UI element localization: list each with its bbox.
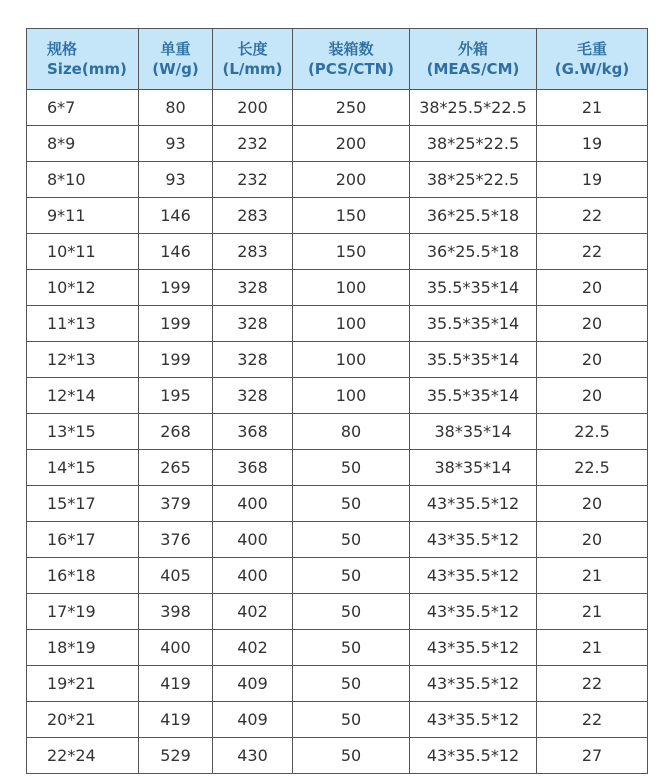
cell-pcs-per-carton: 50 bbox=[293, 522, 410, 558]
header-gross-weight-en: (G.W/kg) bbox=[554, 60, 630, 78]
cell-gross-weight: 27 bbox=[537, 738, 648, 774]
cell-length: 232 bbox=[213, 126, 293, 162]
cell-size: 10*11 bbox=[27, 234, 139, 270]
cell-length: 402 bbox=[213, 594, 293, 630]
cell-weight: 265 bbox=[139, 450, 213, 486]
cell-gross-weight: 21 bbox=[537, 558, 648, 594]
header-length-cn: 长度 bbox=[237, 40, 268, 58]
table-row bbox=[27, 486, 648, 522]
cell-weight: 529 bbox=[139, 738, 213, 774]
cell-weight: 400 bbox=[139, 630, 213, 666]
cell-size: 11*13 bbox=[27, 306, 139, 342]
cell-gross-weight: 21 bbox=[537, 630, 648, 666]
cell-length: 328 bbox=[213, 342, 293, 378]
cell-pcs-per-carton: 100 bbox=[293, 378, 410, 414]
cell-weight: 405 bbox=[139, 558, 213, 594]
cell-length: 400 bbox=[213, 486, 293, 522]
cell-pcs-per-carton: 50 bbox=[293, 630, 410, 666]
cell-length: 232 bbox=[213, 162, 293, 198]
header-size-cn: 规格 bbox=[47, 40, 78, 58]
header-size-en: Size(mm) bbox=[47, 60, 127, 78]
cell-length: 402 bbox=[213, 630, 293, 666]
cell-pcs-per-carton: 80 bbox=[293, 414, 410, 450]
cell-pcs-per-carton: 100 bbox=[293, 306, 410, 342]
cell-size: 12*14 bbox=[27, 378, 139, 414]
cell-gross-weight: 20 bbox=[537, 270, 648, 306]
cell-gross-weight: 20 bbox=[537, 522, 648, 558]
cell-length: 328 bbox=[213, 270, 293, 306]
cell-carton-measure: 43*35.5*12 bbox=[410, 486, 537, 522]
cell-gross-weight: 22 bbox=[537, 198, 648, 234]
cell-gross-weight: 22 bbox=[537, 702, 648, 738]
cell-gross-weight: 22.5 bbox=[537, 414, 648, 450]
cell-carton-measure: 43*35.5*12 bbox=[410, 666, 537, 702]
cell-carton-measure: 43*35.5*12 bbox=[410, 522, 537, 558]
cell-gross-weight: 20 bbox=[537, 306, 648, 342]
table-header bbox=[27, 29, 648, 90]
cell-weight: 419 bbox=[139, 702, 213, 738]
cell-weight: 419 bbox=[139, 666, 213, 702]
table-row bbox=[27, 378, 648, 414]
cell-pcs-per-carton: 50 bbox=[293, 666, 410, 702]
cell-length: 409 bbox=[213, 666, 293, 702]
cell-carton-measure: 35.5*35*14 bbox=[410, 342, 537, 378]
cell-carton-measure: 43*35.5*12 bbox=[410, 702, 537, 738]
table-row bbox=[27, 558, 648, 594]
cell-pcs-per-carton: 50 bbox=[293, 558, 410, 594]
cell-gross-weight: 21 bbox=[537, 594, 648, 630]
cell-size: 20*21 bbox=[27, 702, 139, 738]
cell-size: 9*11 bbox=[27, 198, 139, 234]
table-row bbox=[27, 594, 648, 630]
header-pcs-per-carton-cn: 装箱数 bbox=[328, 40, 374, 58]
table-row bbox=[27, 342, 648, 378]
header-row bbox=[27, 29, 648, 90]
cell-length: 200 bbox=[213, 90, 293, 126]
cell-carton-measure: 43*35.5*12 bbox=[410, 630, 537, 666]
cell-pcs-per-carton: 150 bbox=[293, 198, 410, 234]
cell-length: 328 bbox=[213, 378, 293, 414]
cell-weight: 146 bbox=[139, 234, 213, 270]
header-length bbox=[213, 29, 293, 90]
cell-pcs-per-carton: 150 bbox=[293, 234, 410, 270]
table-row bbox=[27, 90, 648, 126]
cell-size: 6*7 bbox=[27, 90, 139, 126]
table-row bbox=[27, 162, 648, 198]
cell-gross-weight: 22.5 bbox=[537, 450, 648, 486]
cell-weight: 199 bbox=[139, 306, 213, 342]
cell-weight: 268 bbox=[139, 414, 213, 450]
header-weight-cn: 单重 bbox=[160, 40, 191, 58]
header-weight bbox=[139, 29, 213, 90]
cell-weight: 199 bbox=[139, 342, 213, 378]
cell-size: 8*10 bbox=[27, 162, 139, 198]
cell-weight: 379 bbox=[139, 486, 213, 522]
cell-pcs-per-carton: 100 bbox=[293, 342, 410, 378]
cell-length: 368 bbox=[213, 450, 293, 486]
cell-gross-weight: 21 bbox=[537, 90, 648, 126]
cell-pcs-per-carton: 50 bbox=[293, 738, 410, 774]
cell-weight: 93 bbox=[139, 126, 213, 162]
cell-carton-measure: 38*35*14 bbox=[410, 450, 537, 486]
table-row bbox=[27, 630, 648, 666]
cell-pcs-per-carton: 100 bbox=[293, 270, 410, 306]
cell-gross-weight: 19 bbox=[537, 126, 648, 162]
cell-size: 12*13 bbox=[27, 342, 139, 378]
header-carton-measure-cn: 外箱 bbox=[457, 40, 488, 58]
table-row bbox=[27, 306, 648, 342]
cell-size: 22*24 bbox=[27, 738, 139, 774]
header-length-en: (L/mm) bbox=[222, 60, 283, 78]
cell-size: 16*17 bbox=[27, 522, 139, 558]
cell-carton-measure: 38*25*22.5 bbox=[410, 126, 537, 162]
header-gross-weight bbox=[537, 29, 648, 90]
header-pcs-per-carton-en: (PCS/CTN) bbox=[307, 60, 395, 78]
table-row bbox=[27, 666, 648, 702]
cell-size: 14*15 bbox=[27, 450, 139, 486]
cell-weight: 199 bbox=[139, 270, 213, 306]
cell-length: 328 bbox=[213, 306, 293, 342]
cell-pcs-per-carton: 50 bbox=[293, 450, 410, 486]
cell-carton-measure: 43*35.5*12 bbox=[410, 594, 537, 630]
cell-pcs-per-carton: 50 bbox=[293, 486, 410, 522]
cell-gross-weight: 19 bbox=[537, 162, 648, 198]
cell-carton-measure: 38*25.5*22.5 bbox=[410, 90, 537, 126]
table-row bbox=[27, 198, 648, 234]
cell-length: 283 bbox=[213, 198, 293, 234]
table-row bbox=[27, 702, 648, 738]
header-size bbox=[27, 29, 139, 90]
table-row bbox=[27, 738, 648, 774]
cell-pcs-per-carton: 50 bbox=[293, 594, 410, 630]
cell-gross-weight: 22 bbox=[537, 234, 648, 270]
cell-pcs-per-carton: 200 bbox=[293, 126, 410, 162]
header-carton-measure bbox=[410, 29, 537, 90]
cell-length: 368 bbox=[213, 414, 293, 450]
cell-gross-weight: 20 bbox=[537, 378, 648, 414]
cell-size: 15*17 bbox=[27, 486, 139, 522]
cell-pcs-per-carton: 200 bbox=[293, 162, 410, 198]
cell-size: 13*15 bbox=[27, 414, 139, 450]
table-row bbox=[27, 522, 648, 558]
cell-carton-measure: 38*35*14 bbox=[410, 414, 537, 450]
cell-size: 17*19 bbox=[27, 594, 139, 630]
header-carton-measure-en: (MEAS/CM) bbox=[426, 60, 520, 78]
cell-length: 400 bbox=[213, 558, 293, 594]
cell-weight: 80 bbox=[139, 90, 213, 126]
table-row bbox=[27, 234, 648, 270]
cell-pcs-per-carton: 250 bbox=[293, 90, 410, 126]
cell-carton-measure: 35.5*35*14 bbox=[410, 306, 537, 342]
cell-length: 283 bbox=[213, 234, 293, 270]
cell-size: 8*9 bbox=[27, 126, 139, 162]
cell-length: 400 bbox=[213, 522, 293, 558]
table-body bbox=[27, 90, 648, 774]
table-row bbox=[27, 126, 648, 162]
cell-length: 430 bbox=[213, 738, 293, 774]
cell-carton-measure: 38*25*22.5 bbox=[410, 162, 537, 198]
cell-carton-measure: 36*25.5*18 bbox=[410, 234, 537, 270]
cell-size: 18*19 bbox=[27, 630, 139, 666]
cell-gross-weight: 20 bbox=[537, 486, 648, 522]
cell-size: 10*12 bbox=[27, 270, 139, 306]
cell-pcs-per-carton: 50 bbox=[293, 702, 410, 738]
cell-weight: 376 bbox=[139, 522, 213, 558]
cell-length: 409 bbox=[213, 702, 293, 738]
spec-table bbox=[26, 28, 648, 774]
cell-carton-measure: 43*35.5*12 bbox=[410, 558, 537, 594]
spec-table-container bbox=[26, 28, 647, 774]
table-row bbox=[27, 414, 648, 450]
cell-gross-weight: 20 bbox=[537, 342, 648, 378]
header-gross-weight-cn: 毛重 bbox=[576, 40, 607, 58]
cell-carton-measure: 36*25.5*18 bbox=[410, 198, 537, 234]
cell-weight: 146 bbox=[139, 198, 213, 234]
cell-weight: 93 bbox=[139, 162, 213, 198]
header-pcs-per-carton bbox=[293, 29, 410, 90]
cell-size: 19*21 bbox=[27, 666, 139, 702]
cell-carton-measure: 43*35.5*12 bbox=[410, 738, 537, 774]
cell-weight: 195 bbox=[139, 378, 213, 414]
table-row bbox=[27, 270, 648, 306]
header-weight-en: (W/g) bbox=[152, 60, 199, 78]
cell-weight: 398 bbox=[139, 594, 213, 630]
cell-carton-measure: 35.5*35*14 bbox=[410, 270, 537, 306]
cell-gross-weight: 22 bbox=[537, 666, 648, 702]
cell-size: 16*18 bbox=[27, 558, 139, 594]
cell-carton-measure: 35.5*35*14 bbox=[410, 378, 537, 414]
table-row bbox=[27, 450, 648, 486]
